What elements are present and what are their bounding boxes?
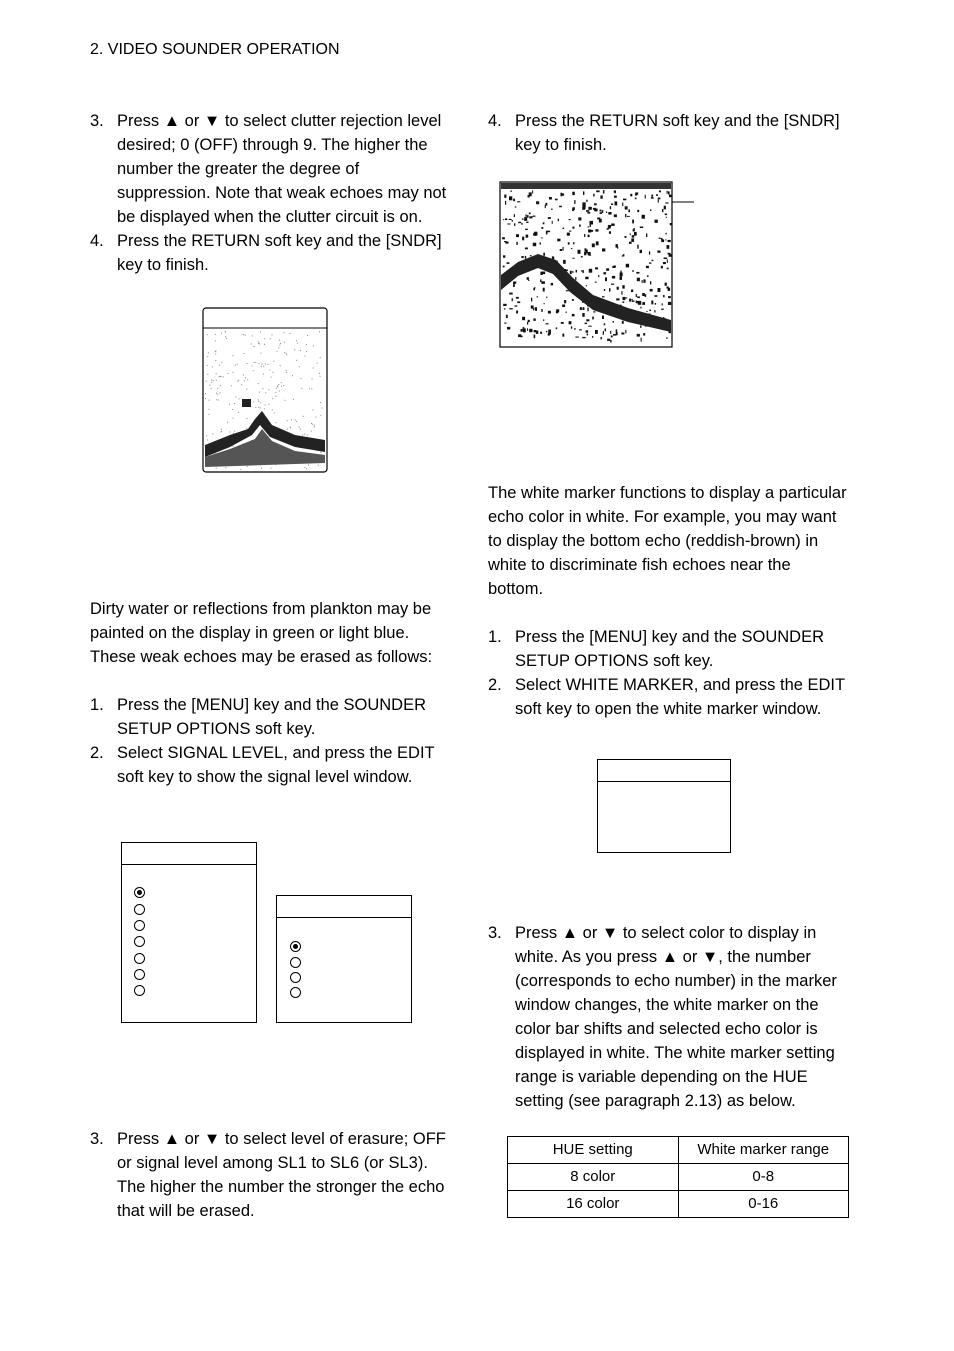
hue-table [507, 1136, 849, 1218]
list-item: 3. Press ▲ or ▼ to select clutter rejection level desired; 0 (OFF) through 9. The higher the number the greater the degree of suppression. Note that weak echoes may not be displayed when the clutter circuit is on. [90, 112, 447, 226]
white-marker-section [488, 481, 848, 721]
table-row [508, 1191, 849, 1218]
echo-display-illustration [200, 307, 330, 475]
signal-level-window-sl6 [121, 842, 257, 1023]
echo-display-noise-illustration [498, 180, 698, 350]
table-cell: 0-16 [678, 1191, 849, 1218]
list-item: 3. Press ▲ or ▼ to select color to display in white. As you press ▲ or ▼, the number (corresponds to echo number) in the marker window changes, the white marker on the color bar shifts and selected echo color is displayed in white. The white marker setting range is variable depending on the HUE setting (see paragraph 2.13) as below. [488, 924, 837, 1110]
list-item: 2. Select SIGNAL LEVEL, and press the EDIT soft key to show the signal level window. [90, 744, 435, 786]
radio-option[interactable] [134, 920, 145, 931]
list-item: 4. Press the RETURN soft key and the [SNDR] key to finish. [488, 112, 840, 154]
white-marker-step3-block [488, 921, 848, 1113]
radio-option[interactable] [290, 957, 301, 968]
erase-intro-paragraph: Dirty water or reflections from plankton may be painted on the display in green or light blue. These weak echoes may be erased as follows: [90, 600, 433, 666]
radio-option[interactable] [134, 969, 145, 980]
radio-option[interactable] [134, 953, 145, 964]
radio-option[interactable] [290, 987, 301, 998]
erase-step3-block [90, 1127, 450, 1223]
clutter-steps-block [90, 109, 450, 277]
page-header: 2. VIDEO SOUNDER OPERATION [90, 41, 340, 58]
table-cell: 16 color [508, 1191, 679, 1218]
table-header: White marker range [678, 1137, 849, 1164]
table-header: HUE setting [508, 1137, 679, 1164]
radio-option[interactable] [134, 904, 145, 915]
table-cell: 0-8 [678, 1164, 849, 1191]
table-header-row [508, 1137, 849, 1164]
signal-level-window-sl3 [276, 895, 412, 1023]
radio-option[interactable] [134, 936, 145, 947]
list-item: 3. Press ▲ or ▼ to select level of erasure; OFF or signal level among SL1 to SL6 (or SL3). The higher the number the stronger the echo that will be erased. [90, 1130, 446, 1220]
right-step4-block [488, 109, 848, 157]
radio-option[interactable] [134, 985, 145, 996]
radio-option[interactable] [290, 972, 301, 983]
white-marker-window [597, 759, 731, 853]
erase-section [90, 597, 450, 789]
list-item: 2. Select WHITE MARKER, and press the EDIT soft key to open the white marker window. [488, 676, 845, 718]
list-item: 1. Press the [MENU] key and the SOUNDER SETUP OPTIONS soft key. [90, 696, 427, 738]
radio-option[interactable] [134, 887, 145, 898]
radio-option[interactable] [290, 941, 301, 952]
list-item: 1. Press the [MENU] key and the SOUNDER SETUP OPTIONS soft key. [488, 628, 825, 670]
list-item: 4. Press the RETURN soft key and the [SNDR] key to finish. [90, 232, 442, 274]
table-row [508, 1164, 849, 1191]
white-marker-intro: The white marker functions to display a particular echo color in white. For example, you may want to display the bottom echo (reddish-brown) in white to discriminate fish echoes near the bottom. [488, 484, 847, 598]
table-cell: 8 color [508, 1164, 679, 1191]
